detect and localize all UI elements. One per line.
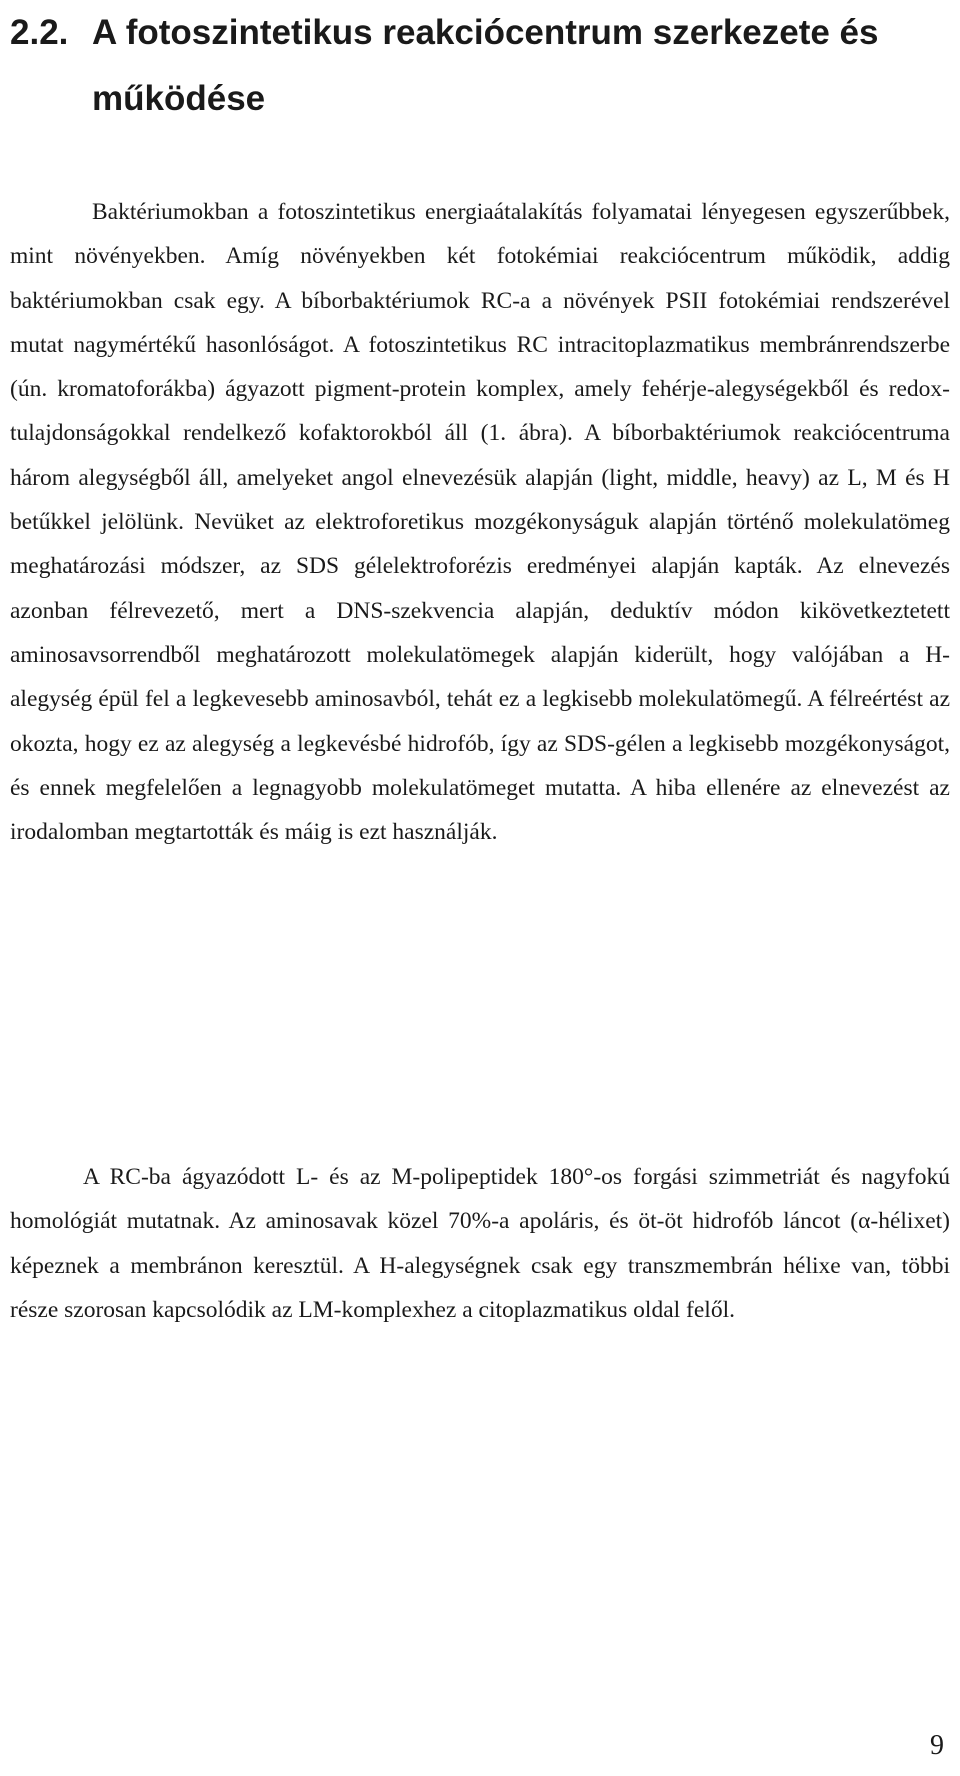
- section-title-line-1: A fotoszintetikus reakciócentrum szerkezete és: [92, 13, 879, 52]
- section-number: 2.2.: [10, 13, 69, 52]
- body-paragraph-2: A RC-ba ágyazódott L- és az M-polipeptidek 180°-os forgási szimmetriát és nagyfokú homológiát mutatnak. Az aminosavak közel 70%-a apoláris, és öt-öt hidrofób láncot (α-hélixet) képeznek a membránon keresztül. A H-alegységnek csak egy transzmembrán hélixe van, többi része szorosan kapcsolódik az LM-komplexhez a citoplazmatikus oldal felől.: [10, 1164, 950, 1323]
- body-paragraph-1: Baktériumokban a fotoszintetikus energiaátalakítás folyamatai lényegesen egyszerűbbek, mint növényekben. Amíg növényekben két fotokémiai reakciócentrum működik, addig baktériumokban csak egy. A bíborbaktériumok RC-a a növények PSII fotokémiai rendszerével mutat nagymértékű hasonlóságot. A fotoszintetikus RC intracitoplazmatikus membránrendszerbe (ún. kromatoforákba) ágyazott pigment-protein komplex, amely fehérje-alegységekből és redox-tulajdonságokkal rendelkező kofaktorokból áll (1. ábra). A bíborbaktériumok reakciócentruma három alegységből áll, amelyeket angol elnevezésük alapján (light, middle, heavy) az L, M és H betűkkel jelölünk. Nevüket az elektroforetikus mozgékonyságuk alapján történő molekulatömeg meghatározási módszer, az SDS gélelektroforézis eredményei alapján kapták. Az elnevezés azonban félrevezető, mert a DNS-szekvencia alapján, deduktív módon kikövetkeztetett aminosavsorrendből meghatározott molekulatömegek alapján kiderült, hogy valójában a H-alegység épül fel a legkevesebb aminosavból, tehát ez a legkisebb molekulatömegű. A félreértést az okozta, hogy ez az alegység a legkevésbé hidrofób, így az SDS-gélen a legkisebb mozgékonyságot, és ennek megfelelően a legnagyobb molekulatömeget mutatta. A hiba ellenére az elnevezést az irodalomban megtartották és máig is ezt használják.: [10, 199, 950, 846]
- section-title-line-2: működése: [92, 79, 266, 118]
- page-number: 9: [930, 1730, 944, 1761]
- section-heading: [10, 0, 950, 132]
